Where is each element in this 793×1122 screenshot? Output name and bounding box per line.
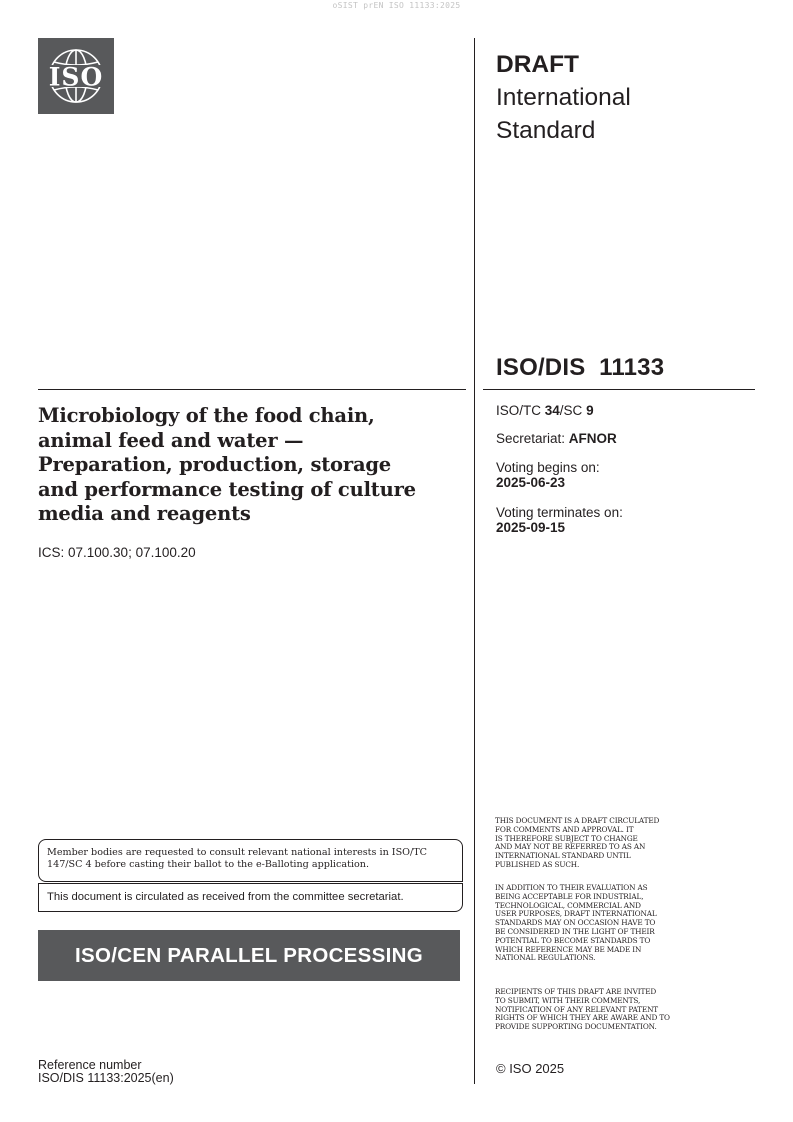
iso-globe-icon [38,38,114,114]
disclaimer-line: AND MAY NOT BE REFERRED TO AS AN [495,842,646,852]
document-number: ISO/DIS 11133 [496,354,665,381]
voting-ends-date: 2025-09-15 [496,520,566,535]
logo-text: ISO [48,62,104,92]
reference-label: Reference number [38,1058,142,1072]
voting-begins-date: 2025-06-23 [496,475,566,490]
committee [496,403,594,418]
secretariat-value: AFNOR [568,431,617,446]
voting-ends-label: Voting terminates on: [496,505,623,520]
copyright-notice: © ISO 2025 [496,1061,565,1076]
committee-prefix: ISO/TC [496,403,545,418]
ics-codes: ICS: 07.100.30; 07.100.20 [38,545,196,560]
title-line: animal feed and water — [38,428,304,452]
disclaimer-line: TO SUBMIT, WITH THEIR COMMENTS, [495,995,641,1005]
voting-begins [496,460,600,490]
sc-prefix: /SC [559,403,587,418]
voting-ends [496,505,623,535]
disclaimer-line: RIGHTS OF WHICH THEY ARE AWARE AND TO [495,1013,670,1023]
sc-number: 9 [586,403,594,418]
doc-type-line-3: Standard [496,117,596,144]
secretariat [496,431,617,446]
title-line: media and reagents [38,502,251,525]
disclaimer-line: NOTIFICATION OF ANY RELEVANT PATENT [495,1004,659,1014]
disclaimer-line: IS THEREFORE SUBJECT TO CHANGE [495,833,638,843]
disclaimer-line: WHICH REFERENCE MAY BE MADE IN [495,944,642,954]
disclaimer-paragraph-3 [495,988,710,1032]
disclaimer-line: TECHNOLOGICAL, COMMERCIAL AND [495,900,641,910]
disclaimer-line: FOR COMMENTS AND APPROVAL. IT [495,824,634,834]
reference-value: ISO/DIS 11133:2025(en) [38,1071,174,1085]
disclaimer-line: BEING ACCEPTABLE FOR INDUSTRIAL, [495,891,644,901]
disclaimer-line: PUBLISHED AS SUCH. [495,859,580,869]
doc-type-line-2: International [496,84,631,111]
watermark: oSIST prEN ISO 11133:2025 [332,1,461,10]
disclaimer-line: NATIONAL REGULATIONS. [495,953,596,963]
voting-begins-label: Voting begins on: [496,460,600,475]
secretariat-label: Secretariat: [496,431,569,446]
horizontal-divider-left [38,389,466,390]
disclaimer-paragraph-2 [495,884,710,963]
circulated-notice: This document is circulated as received from the committee secretariat. [38,883,463,912]
reference-number [38,1059,174,1085]
disclaimer-line: THIS DOCUMENT IS A DRAFT CIRCULATED [495,816,660,825]
vertical-divider [474,38,475,1084]
tc-number: 34 [544,403,560,418]
disclaimer-line: INTERNATIONAL STANDARD UNTIL [495,851,631,861]
document-type-heading [496,48,631,147]
title-line: Microbiology of the food chain, [38,404,375,427]
iso-logo-icon [38,38,114,114]
title-line: Preparation, production, storage [38,453,392,476]
parallel-processing-banner: ISO/CEN PARALLEL PROCESSING [38,930,460,981]
disclaimer-line: PROVIDE SUPPORTING DOCUMENTATION. [495,1022,657,1032]
disclaimer-line: IN ADDITION TO THEIR EVALUATION AS [495,883,648,892]
document-title [38,404,458,527]
disclaimer-line: POTENTIAL TO BECOME STANDARDS TO [495,935,651,945]
horizontal-divider-right [483,389,755,390]
title-line: and performance testing of culture [38,477,416,501]
disclaimer-line: USER PURPOSES, DRAFT INTERNATIONAL [495,909,657,919]
disclaimer-paragraph-1 [495,817,710,870]
member-bodies-notice: Member bodies are requested to consult relevant national interests in ISO/TC 147/SC 4 before casting their ballot to the e-Balloting application. [38,839,463,882]
disclaimer-line: STANDARDS MAY ON OCCASION HAVE TO [495,918,656,928]
disclaimer-line: RECIPIENTS OF THIS DRAFT ARE INVITED [495,987,657,996]
draft-label: DRAFT [496,51,580,78]
disclaimer-line: BE CONSIDERED IN THE LIGHT OF THEIR [495,926,655,936]
